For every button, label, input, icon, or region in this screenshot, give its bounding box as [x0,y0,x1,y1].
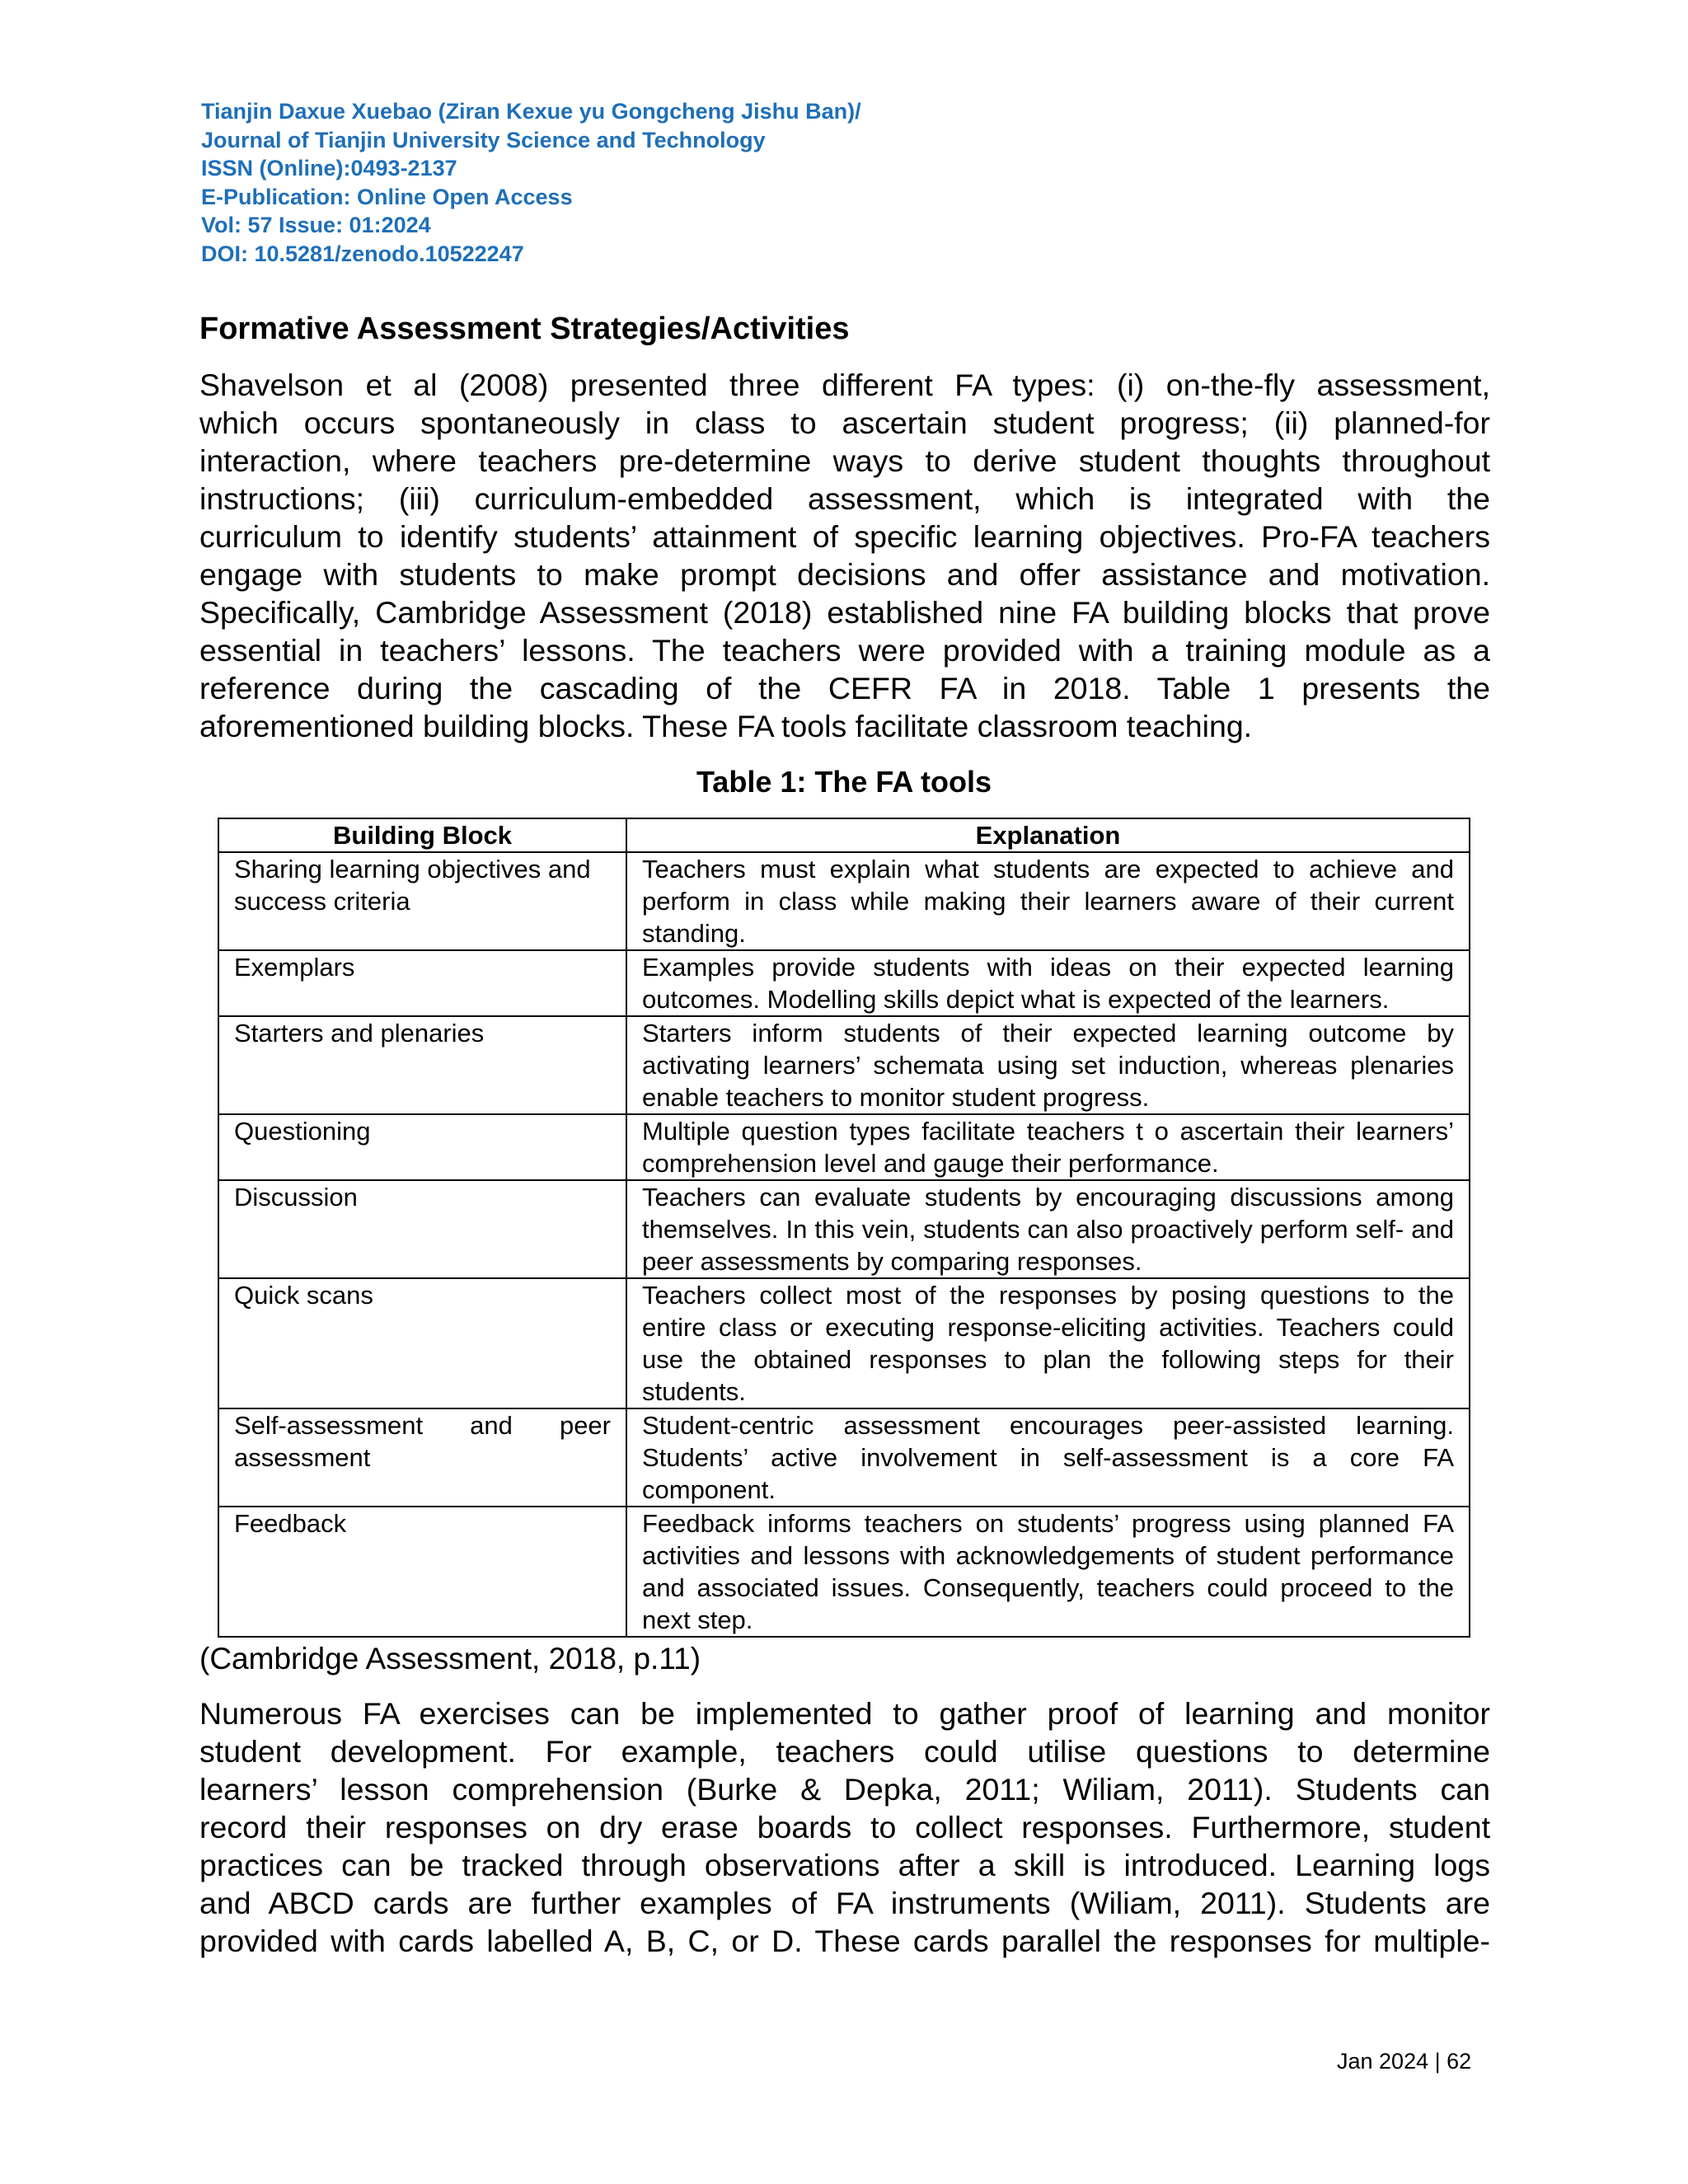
publication-line: E-Publication: Online Open Access [201,184,573,209]
paragraph-line: instructions; (iii) curriculum-embedded assessment, which is integrated with the [199,481,1490,516]
paragraph-line: Specifically, Cambridge Assessment (2018) established nine FA building blocks that prove [199,595,1490,630]
building-block-cell: Discussion [218,1180,626,1278]
table-row [218,1507,1470,1637]
paragraph-line: and ABCD cards are further examples of FA instruments (Wiliam, 2011). Students are [199,1886,1490,1920]
page-footer: Jan 2024 | 62 [1337,2049,1472,2074]
table-row [218,950,1470,1016]
paragraph-line: curriculum to identify students’ attainment of specific learning objectives. Pro-FA teachers [199,519,1490,554]
section-heading: Formative Assessment Strategies/Activities [199,312,850,346]
building-block-cell: Self-assessment and peer assessment [218,1408,626,1507]
explanation-cell: Examples provide students with ideas on their expected learning outcomes. Modelling skills depict what is expected of the learners. [626,950,1470,1016]
column-header-explanation: Explanation [626,818,1470,852]
building-block-cell: Sharing learning objectives and success criteria [218,852,626,950]
paragraph-line: which occurs spontaneously in class to ascertain student progress; (ii) planned-for [199,405,1490,440]
journal-subtitle-line: Journal of Tianjin University Science and Technology [201,127,766,152]
building-block-cell: Starters and plenaries [218,1016,626,1114]
explanation-cell: Teachers must explain what students are expected to achieve and perform in class while making their learners aware of their current standing. [626,852,1470,950]
explanation-cell: Starters inform students of their expected learning outcome by activating learners’ schemata using set induction, whereas plenaries enable teachers to monitor student progress. [626,1016,1470,1114]
paragraph-line: record their responses on dry erase boards to collect responses. Furthermore, student [199,1810,1490,1844]
explanation-cell: Multiple question types facilitate teachers t o ascertain their learners’ comprehension level and gauge their performance. [626,1114,1470,1180]
explanation-cell: Student-centric assessment encourages peer-assisted learning. Students’ active involvement in self-assessment is a core FA component. [626,1408,1470,1507]
journal-title-line: Tianjin Daxue Xuebao (Ziran Kexue yu Gongcheng Jishu Ban)/ [201,99,861,124]
paragraph-line: interaction, where teachers pre-determine ways to derive student thoughts throughout [199,443,1490,478]
table-caption: Table 1: The FA tools [696,765,992,799]
table-row [218,1016,1470,1114]
explanation-cell: Teachers can evaluate students by encouraging discussions among themselves. In this vein, students can also proactively perform self- and peer assessments by comparing responses. [626,1180,1470,1278]
building-block-cell: Quick scans [218,1278,626,1408]
table-row [218,852,1470,950]
paragraph-line: Shavelson et al (2008) presented three different FA types: (i) on-the-fly assessment, [199,368,1490,402]
issn-line: ISSN (Online):0493-2137 [201,156,457,180]
explanation-cell: Feedback informs teachers on students’ progress using planned FA activities and lessons with acknowledgements of student performance and associated issues. Consequently, teachers could proceed to the next step. [626,1507,1470,1637]
paragraph-line: reference during the cascading of the CEFR FA in 2018. Table 1 presents the [199,671,1490,705]
table-row [218,1180,1470,1278]
paragraph-2 [199,1694,1490,1960]
paragraph-line: provided with cards labelled A, B, C, or D. These cards parallel the responses for multiple- [199,1924,1490,1958]
volume-line: Vol: 57 Issue: 01:2024 [201,213,431,237]
building-block-cell: Exemplars [218,950,626,1016]
paragraph-line: student development. For example, teachers could utilise questions to determine [199,1734,1490,1769]
doi-line: DOI: 10.5281/zenodo.10522247 [201,241,524,266]
paragraph-1 [199,366,1490,745]
building-block-cell: Questioning [218,1114,626,1180]
paragraph-line: learners’ lesson comprehension (Burke & Depka, 2011; Wiliam, 2011). Students can [199,1772,1490,1807]
journal-header [201,97,861,268]
table-row [218,1278,1470,1408]
paragraph-line: aforementioned building blocks. These FA tools facilitate classroom teaching. [199,709,1253,743]
column-header-building-block: Building Block [218,818,626,852]
table-row [218,1408,1470,1507]
paragraph-line: essential in teachers’ lessons. The teachers were provided with a training module as a [199,633,1490,668]
paragraph-line: Numerous FA exercises can be implemented to gather proof of learning and monitor [199,1696,1490,1731]
paragraph-line: practices can be tracked through observations after a skill is introduced. Learning logs [199,1848,1490,1882]
fa-tools-table [218,818,1470,1638]
table-source-citation: (Cambridge Assessment, 2018, p.11) [199,1642,701,1675]
table-header-row [218,818,1470,852]
explanation-cell: Teachers collect most of the responses by posing questions to the entire class or executing response-eliciting activities. Teachers could use the obtained responses to plan the following steps for their students. [626,1278,1470,1408]
paragraph-line: engage with students to make prompt decisions and offer assistance and motivation. [199,557,1490,592]
table-row [218,1114,1470,1180]
building-block-cell: Feedback [218,1507,626,1637]
